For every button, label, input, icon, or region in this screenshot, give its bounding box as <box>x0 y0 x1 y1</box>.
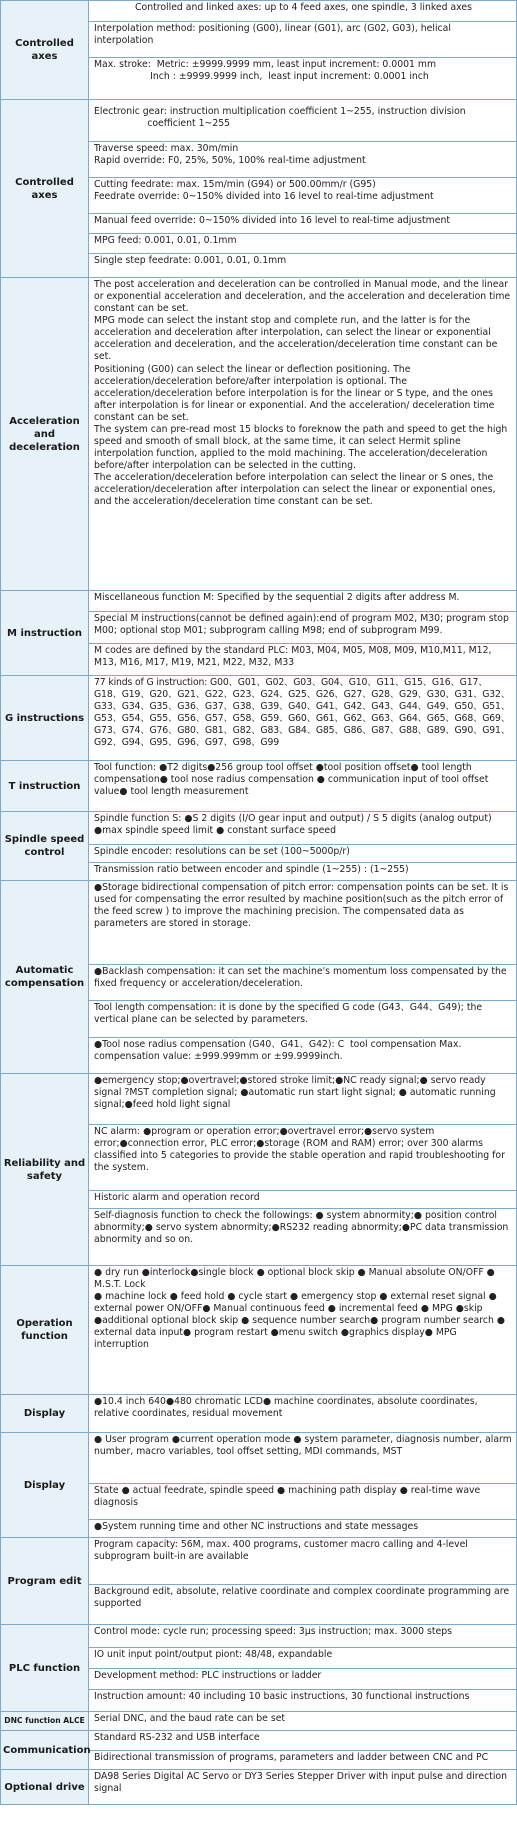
section-body-cell <box>89 1538 517 1625</box>
spec-item: Electronic gear: instruction multiplication coefficient 1~255, instruction division coefficient 1~255 <box>94 105 466 129</box>
spec-section-row <box>1 1712 517 1731</box>
spec-item: State ● actual feedrate, spindle speed ● machining path display ● real-time wave diagnosis <box>89 1483 516 1519</box>
spec-section-row <box>1 1538 517 1625</box>
spec-section-row <box>1 278 517 591</box>
spec-item: Control mode: cycle run; processing speed: 3μs instruction; max. 3000 steps <box>94 1626 452 1637</box>
spec-item: ● User program ●current operation mode ● system parameter, diagnosis number, alarm number, macro variables, tool offset setting, MDI commands, MST <box>94 1434 515 1458</box>
spec-section-row <box>1 1433 517 1538</box>
spec-item: Instruction amount: 40 including 10 basic instructions, 30 functional instructions <box>89 1689 516 1711</box>
spec-item: Cutting feedrate: max. 15m/min (G94) or 500.00mm/r (G95) Feedrate override: 0~150% divided into 16 level to real-time adjustment <box>89 177 516 213</box>
section-header-cell <box>1 1433 89 1538</box>
section-body-cell <box>89 1 517 100</box>
section-title: Operation function <box>16 1318 73 1342</box>
section-header-cell <box>1 100 89 278</box>
spec-item: Development method: PLC instructions or ladder <box>89 1668 516 1689</box>
spec-item: Spindle function S: ●S 2 digits (I/O gear input and output) / S 5 digits (analog output) ●max spindle speed limit ● constant surface speed <box>94 813 498 837</box>
spec-section-row <box>1 100 517 278</box>
spec-section-row <box>1 1731 517 1770</box>
spec-item: ●System running time and other NC instructions and state messages <box>89 1519 516 1537</box>
spec-table-body <box>1 1 517 1805</box>
spec-section-row <box>1 761 517 812</box>
section-header-cell <box>1 881 89 1074</box>
section-header-cell <box>1 1074 89 1266</box>
spec-item: Manual feed override: 0~150% divided into 16 level to real-time adjustment <box>89 213 516 233</box>
section-body-cell <box>89 1712 517 1731</box>
spec-item: ●10.4 inch 640●480 chromatic LCD● machine coordinates, absolute coordinates, relative coordinates, residual movement <box>94 1396 481 1420</box>
section-header-cell <box>1 278 89 591</box>
section-title: Acceleration and deceleration <box>9 415 80 453</box>
spec-section-row <box>1 1625 517 1712</box>
section-body-cell <box>89 278 517 591</box>
spec-section-row <box>1 676 517 761</box>
section-body-cell <box>89 1433 517 1538</box>
spec-item: Interpolation method: positioning (G00), linear (G01), arc (G02, G03), helical interpolation <box>89 21 516 57</box>
spec-item: IO unit input point/output piont: 48/48, expandable <box>89 1647 516 1668</box>
section-title: Controlled axes <box>15 176 74 201</box>
section-header-cell <box>1 1712 89 1731</box>
spec-section-row <box>1 1266 517 1395</box>
spec-item: ●Tool nose radius compensation (G40、G41、G42): C tool compensation Max. compensation value: ±999.999mm or ±99.9999inch. <box>89 1037 516 1073</box>
section-header-cell <box>1 761 89 812</box>
section-header-cell <box>1 1395 89 1433</box>
spec-item: Tool function: ●T2 digits●256 group tool offset ●tool position offset● tool length compensation● tool nose radius compensation ● communication input of tool offset value● tool length measurement <box>94 762 492 798</box>
spec-item: Historic alarm and operation record <box>89 1190 516 1208</box>
spec-item: Tool length compensation: it is done by the specified G code (G43、G44、G49); the vertical plane can be selected by parameters. <box>89 1000 516 1037</box>
section-body-cell <box>89 1731 517 1770</box>
section-body-cell <box>89 812 517 881</box>
section-title: DNC function ALCE <box>4 1716 85 1726</box>
section-header-cell <box>1 676 89 761</box>
section-title: Controlled axes <box>15 38 74 62</box>
spec-item: Max. stroke: Metric: ±9999.9999 mm, least input increment: 0.0001 mm Inch : ±9999.9999 inch, least input increment: 0.0001 inch <box>89 57 516 99</box>
spec-item: Miscellaneous function M: Specified by the sequential 2 digits after address M. <box>94 592 460 603</box>
section-body-cell <box>89 591 517 676</box>
section-title: G instructions <box>4 712 85 724</box>
spec-section-row <box>1 881 517 1074</box>
spec-item: Traverse speed: max. 30m/min Rapid override: F0, 25%, 50%, 100% real-time adjustment <box>89 141 516 177</box>
section-title: Display <box>23 1408 66 1419</box>
spec-item: Transmission ratio between encoder and spindle (1~255) : (1~255) <box>89 862 516 880</box>
spec-item: Background edit, absolute, relative coordinate and complex coordinate programming are supported <box>89 1584 516 1624</box>
spec-item: Controlled and linked axes: up to 4 feed axes, one spindle, 3 linked axes <box>135 2 472 13</box>
spec-item: ●Backlash compensation: it can set the machine's momentum loss compensated by the fixed frequency or acceleration/deceleration. <box>89 964 516 1000</box>
spec-section-row <box>1 1770 517 1805</box>
spec-item: M codes are defined by the standard PLC: M03, M04, M05, M08, M09, M10,M11, M12, M13, M16, M17, M19, M21, M22, M32, M33 <box>89 643 516 675</box>
spec-section-row <box>1 591 517 676</box>
section-header-cell <box>1 591 89 676</box>
section-title: Display <box>23 1479 66 1491</box>
section-title: Spindle speed control <box>4 834 85 858</box>
spec-item: NC alarm: ●program or operation error;●overtravel error;●servo system error;●connection error, PLC error;●storage (ROM and RAM) error; over 300 alarms classified into 5 categories to provide the stable operation and rapid troubleshooting for the system. <box>89 1124 516 1190</box>
spec-item: DA98 Series Digital AC Servo or DY3 Series Stepper Driver with input pulse and direction signal <box>94 1771 510 1795</box>
section-body-cell <box>89 881 517 1074</box>
section-body-cell <box>89 676 517 761</box>
spec-item: Single step feedrate: 0.001, 0.01, 0.1mm <box>89 253 516 273</box>
spec-section-row <box>1 1 517 100</box>
spec-section-row <box>1 1395 517 1433</box>
spec-item: 77 kinds of G instruction: G00、G01、G02、G03、G04、G10、G11、G15、G16、G17、G18、G19、G20、G21、G22、G23、G24、G25、G26、G27、G28、G29、G30、G31、G32、G33、G34、G35、G36、G37、G38、G39、G40、G41、G42、G43、G44、G49、G50、G51、G53、G54、G55、G56、G57、G58、G59、G60、G61、G62、G63、G64、G65、G68、G69、G73、G74、G76、G80、G81、G82、G83、G84、G85、G86、G87、G88、G89、G90、G91、G92、G94、G95、G96、G97、G98、G99 <box>94 677 510 749</box>
section-title: M instruction <box>7 627 82 639</box>
section-body-cell <box>89 1074 517 1266</box>
section-header-cell <box>1 812 89 881</box>
section-header-cell <box>1 1770 89 1805</box>
section-title: Reliability and safety <box>3 1157 86 1182</box>
section-body-cell <box>89 1266 517 1395</box>
section-title: T instruction <box>8 780 81 792</box>
spec-item: The post acceleration and deceleration can be controlled in Manual mode, and the linear or exponential acceleration and deceleration, and the acceleration and deceleration time constant can be set. MPG mode can select the instant stop and complete run, and the latter is for the acceleration and deceleration after interpolation, can select the linear or exponential acceleration and deceleration, and the acceleration/deceleration time constant can be set. Positioning (G00) can select the linear or deflection positioning. The acceleration/deceleration before/after interpolation is optional. The acceleration/deceleration before interpolation is for the linear or S type, and the ones after interpolation is for linear or exponential. And the acceleration/ deceleration time constant can be set. The system can pre-read most 15 blocks to foreknow the path and speed to get the high speed and smooth of small block, at the same time, it can select Hermit spline interpolation function, applied to the mold machining. The acceleration/deceleration before/after interpolation can be selected in the cutting. The acceleration/deceleration before interpolation can select the linear or S ones, the acceleration/deceleration after interpolation can select the linear or exponential ones, and the acceleration/deceleration time constant can be set. <box>94 279 511 508</box>
spec-section-row <box>1 1074 517 1266</box>
section-body-cell <box>89 1395 517 1433</box>
section-title: PLC function <box>8 1662 81 1674</box>
spec-item: Standard RS-232 and USB interface <box>94 1732 260 1743</box>
spec-item: Bidirectional transmission of programs, parameters and ladder between CNC and PC <box>89 1750 516 1769</box>
section-title: Automatic compensation <box>4 965 85 989</box>
section-body-cell <box>89 100 517 278</box>
spec-item: Spindle encoder: resolutions can be set (100~5000p/r) <box>89 844 516 862</box>
section-body-cell <box>89 761 517 812</box>
spec-item: Program capacity: 56M, max. 400 programs, customer macro calling and 4-level subprogram built-in are available <box>94 1539 471 1563</box>
section-header-cell <box>1 1625 89 1712</box>
spec-item: Self-diagnosis function to check the followings: ● system abnormity;● position control abnormity;● servo system abnormity;●RS232 reading abnormity;●PC data transmission abnormity and so on. <box>89 1208 516 1265</box>
section-title: Communication <box>3 1744 91 1756</box>
spec-item: MPG feed: 0.001, 0.01, 0.1mm <box>89 233 516 253</box>
section-body-cell <box>89 1625 517 1712</box>
spec-item: ● dry run ●interlock●single block ● optional block skip ● Manual absolute ON/OFF ● M.S.T. Lock ● machine lock ● feed hold ● cycle start ● emergency stop ● external reset signal ● external power ON/OFF● Manual continuous feed ● incremental feed ● MPG ●skip ●additional optional block skip ● sequence number search● program number search ● external data input● program restart ●menu switch ●graphics display● MPG interruption <box>94 1267 506 1351</box>
section-header-cell <box>1 1266 89 1395</box>
spec-item: Serial DNC, and the baud rate can be set <box>94 1713 286 1724</box>
section-header-cell <box>1 1 89 100</box>
spec-item: ●Storage bidirectional compensation of pitch error: compensation points can be set. It is used for compensating the error resulted by machine position(such as the pitch error of the feed screw ) to improve the machining precision. The compensated data as parameters are stored in storage. <box>94 882 512 930</box>
spec-section-row <box>1 812 517 881</box>
section-header-cell <box>1 1731 89 1770</box>
spec-item: ●emergency stop;●overtravel;●stored stroke limit;●NC ready signal;● servo ready signal ?MST completion signal; ●automatic run start light signal; ● automatic running signal;●feed hold light signal <box>94 1075 499 1111</box>
spec-item: Special M instructions(cannot be defined again):end of program M02, M30; program stop M00; optional stop M01; subprogram calling M98; end of subprogram M99. <box>89 611 516 643</box>
section-title: Optional drive <box>4 1781 85 1793</box>
section-title: Program edit <box>7 1575 82 1587</box>
section-header-cell <box>1 1538 89 1625</box>
section-body-cell <box>89 1770 517 1805</box>
